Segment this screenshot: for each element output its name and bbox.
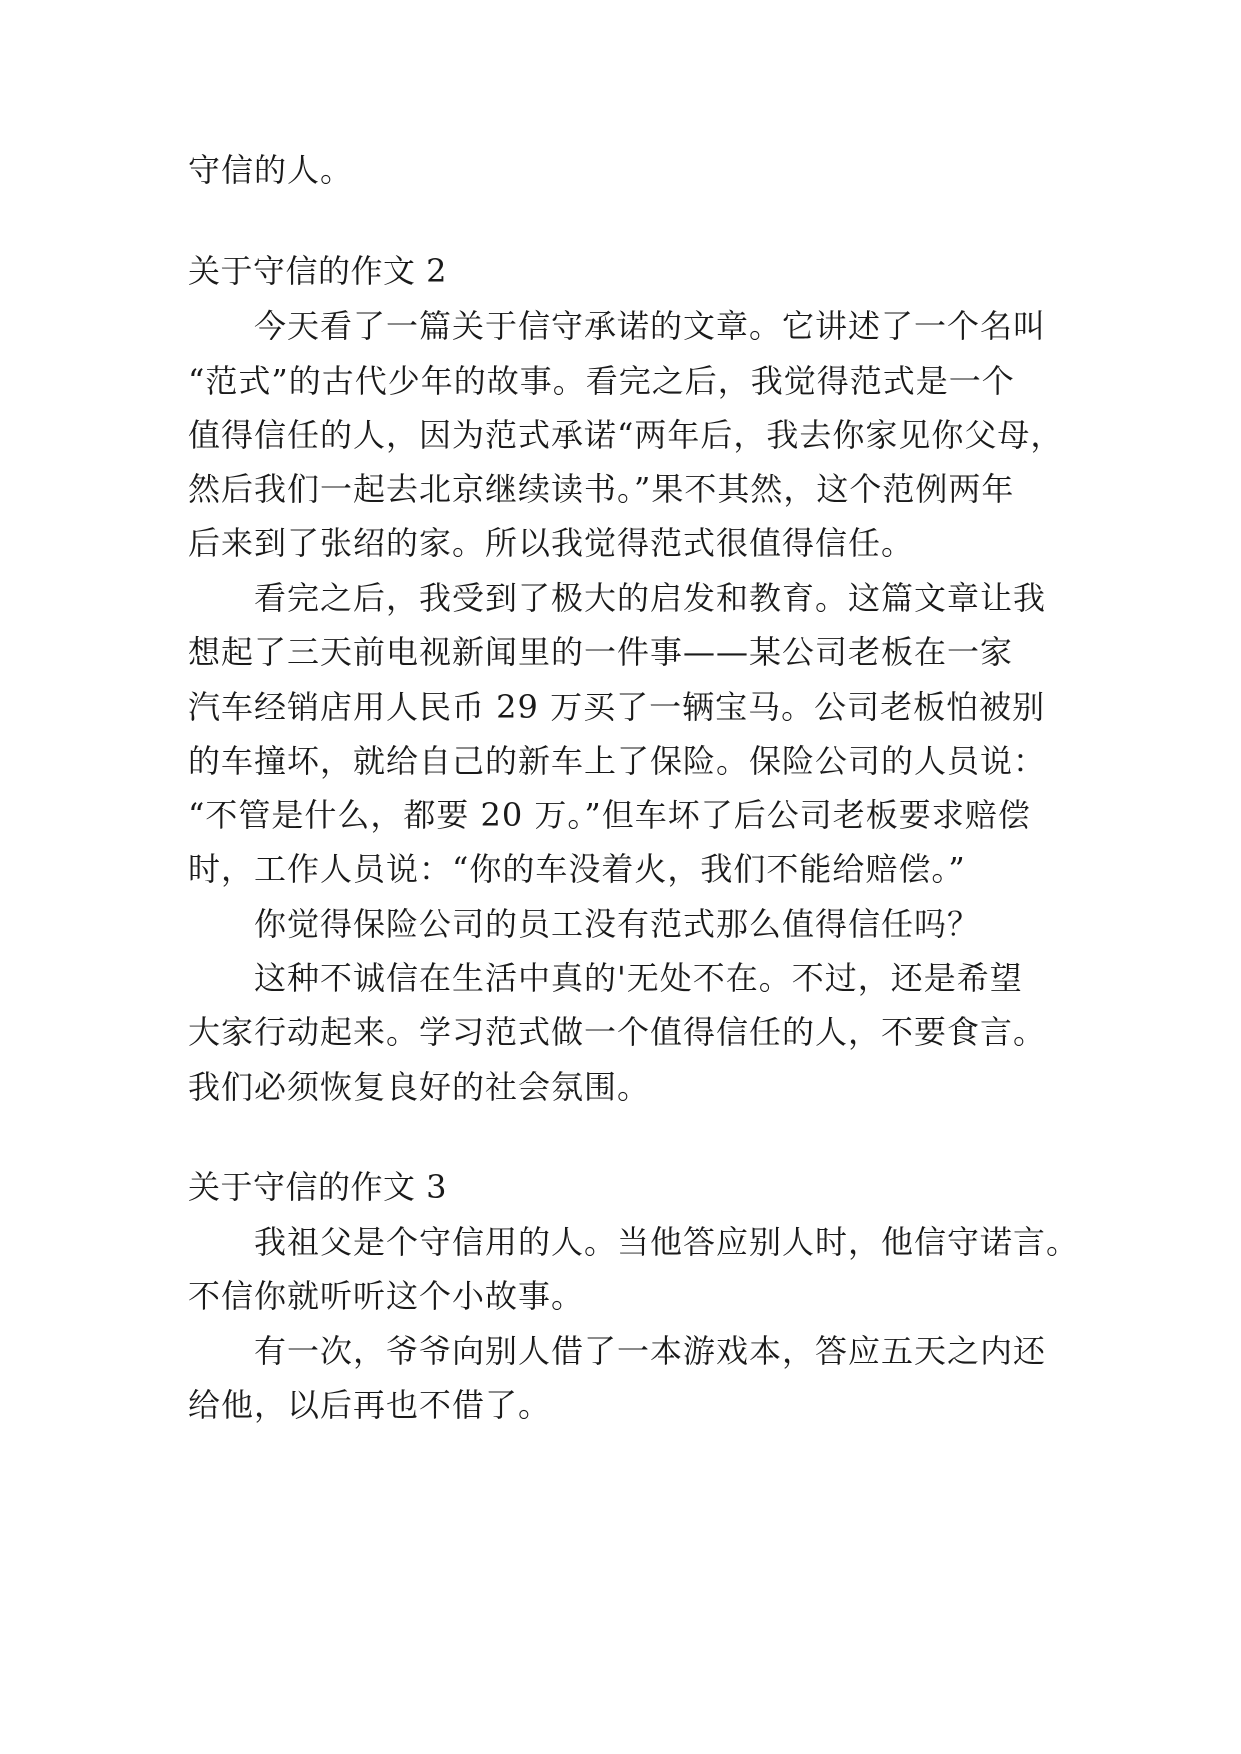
essay-2-line: 看完之后，我受到了极大的启发和教育。这篇文章让我 <box>254 579 1047 617</box>
essay-2-line: 我们必须恢复良好的社会氛围。 <box>188 1068 651 1106</box>
essay-2-line: 这种不诚信在生活中真的'无处不在。不过，还是希望 <box>254 959 1023 997</box>
essay-2-line: 今天看了一篇关于信守承诺的文章。它讲述了一个名叫 <box>254 307 1047 345</box>
essay-2-line: 值得信任的人，因为范式承诺“两年后，我去你家见你父母， <box>188 416 1064 454</box>
essay-2-line: 后来到了张绍的家。所以我觉得范式很值得信任。 <box>188 524 915 562</box>
essay-2-line: 的车撞坏，就给自己的新车上了保险。保险公司的人员说： <box>188 742 1047 780</box>
essay-3-line: 有一次，爷爷向别人借了一本游戏本，答应五天之内还 <box>254 1332 1047 1370</box>
essay-2-line: 你觉得保险公司的员工没有范式那么值得信任吗？ <box>254 905 981 943</box>
essay-3-line: 我祖父是个守信用的人。当他答应别人时，他信守诺言。 <box>254 1223 1080 1261</box>
essay-2-line: “不管是什么，都要 20 万。”但车坏了后公司老板要求赔偿 <box>188 796 1031 834</box>
essay-2-line: 然后我们一起去北京继续读书。”果不其然，这个范例两年 <box>188 470 1015 508</box>
essay-2-line: 大家行动起来。学习范式做一个值得信任的人，不要食言。 <box>188 1013 1047 1051</box>
essay-3-title: 关于守信的作文 3 <box>188 1168 448 1206</box>
essay-3-line: 不信你就听听这个小故事。 <box>188 1277 585 1315</box>
essay-2-line: 汽车经销店用人民币 29 万买了一辆宝马。公司老板怕被别 <box>188 688 1046 726</box>
essay-2-line: 时，工作人员说：“你的车没着火，我们不能给赔偿。” <box>188 850 966 888</box>
essay-2-line: 想起了三天前电视新闻里的一件事——某公司老板在一家 <box>188 633 1014 671</box>
essay-2-line: “范式”的古代少年的故事。看完之后，我觉得范式是一个 <box>188 362 1015 400</box>
essay-3-line: 给他，以后再也不借了。 <box>188 1386 552 1424</box>
essay-2-title: 关于守信的作文 2 <box>188 252 448 290</box>
intro-tail-line: 守信的人。 <box>188 151 354 189</box>
